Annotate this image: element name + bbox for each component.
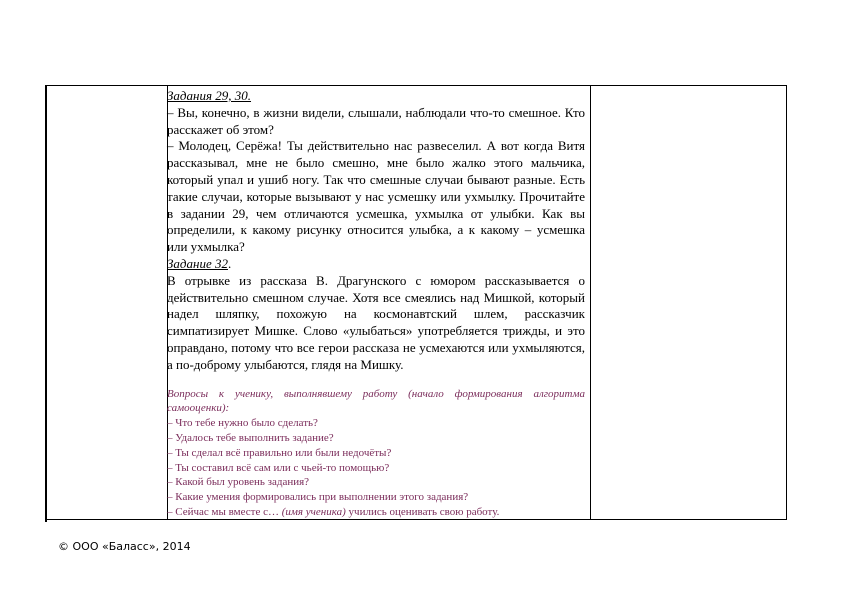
questions-title: Вопросы к ученику, выполнявшему работу (начало формирования алгоритма самооценки): <box>167 387 585 415</box>
question-item: – Ты составил всё сам или с чьей-то помощью? <box>167 461 390 474</box>
question-item-last: – Сейчас мы вместе с… (имя ученика) учились оценивать свою работу. <box>167 505 500 518</box>
copyright-footer: © ООО «Баласс», 2014 <box>58 540 191 553</box>
lesson-content-cell <box>167 88 585 520</box>
question-item: – Какой был уровень задания? <box>167 476 310 489</box>
column-divider-right <box>590 86 591 519</box>
teacher-question: – Вы, конечно, в жизни видели, слышали, наблюдали что-то смешное. Кто расскажет об этом? <box>167 104 585 137</box>
table-left-border <box>45 85 47 522</box>
task-heading-29-30: Задания 29, 30. <box>167 88 252 103</box>
question-item: – Удалось тебе выполнить задание? <box>167 431 334 444</box>
question-item: – Ты сделал всё правильно или были недочёты? <box>167 446 392 459</box>
task-heading-32: Задание 32. <box>167 255 232 271</box>
question-item: – Что тебе нужно было сделать? <box>167 417 318 430</box>
story-summary: В отрывке из рассказа В. Драгунского с юмором рассказывается о действительно смешном случае. Хотя все смеялись над Мишкой, который надел шляпку, похожую на космонавтский шлем, рассказчик симпатизирует Мишке. Слово «улыбаться» употребляется трижды, и это оправдано, потому что все герои рассказа не усмехаются или ухмыляются, а по-доброму улыбаются, глядя на Мишку. <box>167 272 585 372</box>
question-item: – Какие умения формировались при выполнении этого задания? <box>167 491 469 504</box>
teacher-comment: – Молодец, Серёжа! Ты действительно нас развеселил. А вот когда Витя рассказывал, мне не было смешно, мне было жалко этого мальчика, который упал и ушиб ногу. Так что смешные случаи бывают разные. Есть такие случаи, которые вызывают у нас усмешку или ухмылку. Прочитайте в задании 29, чем отличаются усмешка, ухмылка от улыбки. Как вы определили, к какому рисунку относится улыбка, а к какому – усмешка или ухмылка? <box>167 138 585 255</box>
